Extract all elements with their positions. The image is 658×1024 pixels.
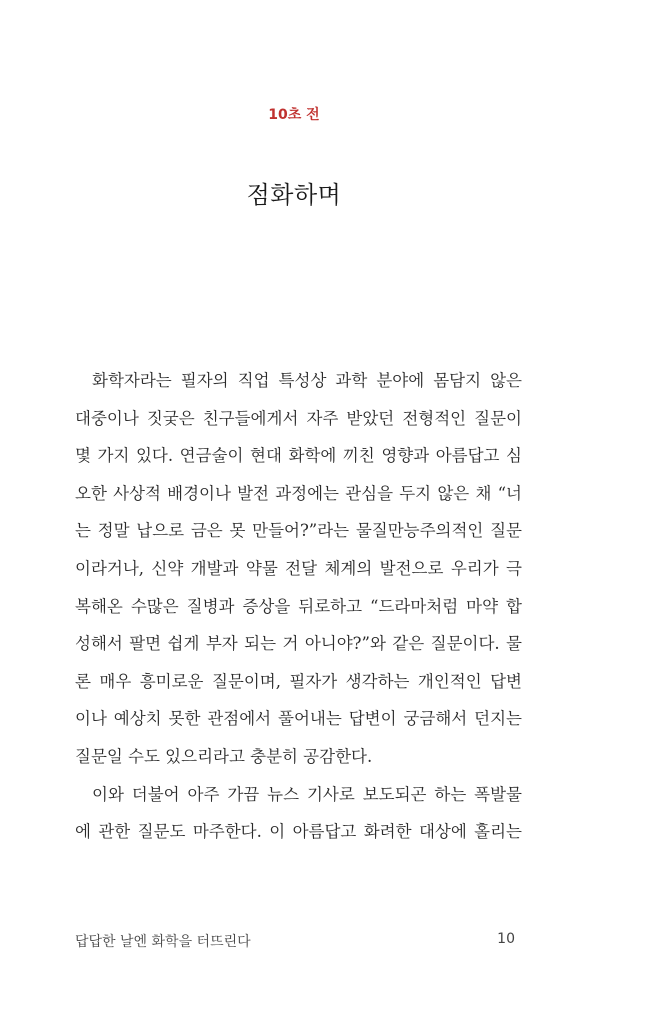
chapter-label: 10초 전 — [268, 107, 320, 123]
paragraph-line: 대중이나 짓궂은 친구들에게서 자주 받았던 전형적인 질문이 — [75, 408, 522, 428]
paragraph-line: 이나 예상치 못한 관점에서 풀어내는 답변이 궁금해서 던지는 — [75, 709, 522, 729]
paragraph-line: 성해서 팔면 쉽게 부자 되는 거 아니야?”와 같은 질문이다. 물 — [75, 634, 522, 654]
paragraph-line: 질문일 수도 있으리라고 충분히 공감한다. — [75, 746, 373, 766]
paragraph-line: 몇 가지 있다. 연금술이 현대 화학에 끼친 영향과 아름답고 심 — [75, 446, 522, 466]
paragraph-line: 이라거나, 신약 개발과 약물 전달 체계의 발전으로 우리가 극 — [75, 558, 522, 578]
body-text — [75, 362, 522, 851]
paragraph-line: 는 정말 납으로 금은 못 만들어?”라는 물질만능주의적인 질문 — [75, 521, 522, 541]
running-title: 답답한 날엔 화학을 터뜨린다 — [75, 934, 251, 950]
paragraph-line: 오한 사상적 배경이나 발전 과정에는 관심을 두지 않은 채 “너 — [75, 483, 522, 503]
paragraph-line: 화학자라는 필자의 직업 특성상 과학 분야에 몸담지 않은 — [92, 371, 522, 390]
page-number: 10 — [497, 931, 515, 947]
paragraph-line: 론 매우 흥미로운 질문이며, 필자가 생각하는 개인적인 답변 — [75, 671, 522, 691]
chapter-title: 점화하며 — [246, 181, 342, 209]
paragraph-line: 복해온 수많은 질병과 증상을 뒤로하고 “드라마처럼 마약 합 — [75, 596, 522, 616]
paragraph-line: 에 관한 질문도 마주한다. 이 아름답고 화려한 대상에 홀리는 — [75, 822, 522, 842]
paragraph-line: 이와 더불어 아주 가끔 뉴스 기사로 보도되곤 하는 폭발물 — [92, 784, 522, 804]
